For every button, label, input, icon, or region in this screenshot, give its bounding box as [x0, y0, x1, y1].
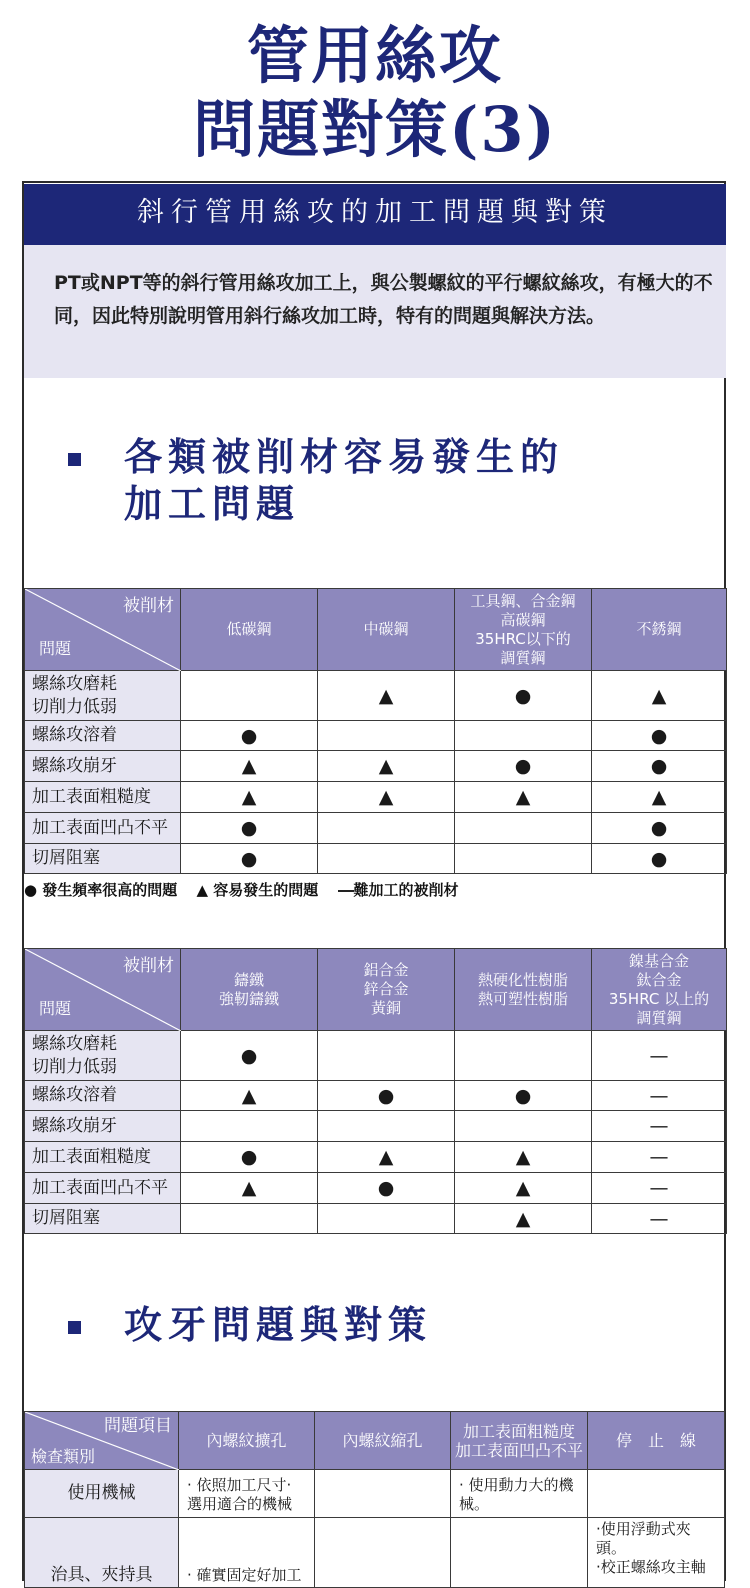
countermeasure-table	[24, 1411, 725, 1588]
dot-icon: ●	[592, 721, 727, 751]
dot-icon: ●	[455, 1081, 592, 1111]
dot-icon: ●	[455, 751, 592, 782]
text-line: 螺絲攻溶着	[32, 725, 117, 745]
triangle-icon: ▲	[318, 671, 455, 721]
table-cell	[179, 1470, 315, 1518]
problem-table-2	[24, 948, 727, 1234]
row-label	[25, 1111, 181, 1142]
text-line: 加工表面凹凸不平	[454, 1440, 583, 1460]
table-cell	[451, 1470, 588, 1518]
column-header	[592, 949, 727, 1031]
dot-icon: ●	[592, 813, 727, 844]
dash-icon: —	[592, 1173, 727, 1204]
row-label	[25, 1031, 181, 1081]
triangle-icon: ▲	[455, 1204, 592, 1234]
text-line: 螺絲攻崩牙	[32, 1115, 117, 1136]
table-cell	[318, 1031, 455, 1081]
dot-icon: ●	[455, 671, 592, 721]
text-line: 35HRC以下的	[475, 629, 571, 648]
row-label	[25, 844, 181, 874]
dash-icon: —	[592, 1031, 727, 1081]
legend-likely: ▲ 容易發生的問題	[196, 881, 319, 899]
table-row	[25, 1031, 727, 1081]
column-header	[451, 1412, 588, 1470]
text-line: 選用適合的機械	[187, 1495, 293, 1513]
table-row	[25, 1081, 727, 1111]
text-line: 強靭鑄鐵	[218, 989, 279, 1008]
table-cell	[455, 721, 592, 751]
table-cell	[588, 1470, 725, 1518]
table-cell	[179, 1518, 315, 1588]
column-header	[455, 949, 592, 1031]
text-line: 停 止 線	[615, 1431, 696, 1450]
dot-icon: ●	[181, 1031, 318, 1081]
intro-box	[24, 245, 726, 378]
triangle-icon: ▲	[181, 782, 318, 813]
table-cell	[455, 1111, 592, 1142]
row-label	[25, 782, 181, 813]
column-header	[181, 949, 318, 1031]
triangle-icon: ▲	[181, 1081, 318, 1111]
text-line: 切削力低弱	[32, 696, 117, 717]
table-row	[25, 671, 727, 721]
table-row	[25, 813, 727, 844]
text-line: · 確實固定好加工	[187, 1566, 302, 1584]
row-label	[25, 1204, 181, 1234]
table-cell	[455, 813, 592, 844]
text-line: 切削力低弱	[32, 1056, 117, 1077]
column-header	[315, 1412, 451, 1470]
dash-icon: —	[592, 1111, 727, 1142]
table-row	[25, 1142, 727, 1173]
dot-icon: ●	[181, 844, 318, 874]
dot-icon: ●	[318, 1081, 455, 1111]
text-line: 高碳鋼	[500, 610, 546, 629]
row-label: 治具、夾持具	[25, 1518, 179, 1588]
triangle-icon: ▲	[455, 1142, 592, 1173]
row-label	[25, 1173, 181, 1204]
triangle-icon: ▲	[592, 671, 727, 721]
text-line: 中碳鋼	[363, 620, 409, 638]
text-line: 鋁合金	[363, 961, 409, 979]
text-line: 35HRC 以上的	[608, 989, 710, 1008]
table-cell	[318, 1111, 455, 1142]
dash-icon	[338, 890, 354, 892]
text-line: 鋅合金	[363, 980, 409, 998]
table-cell	[588, 1518, 725, 1588]
text-line: ·校正螺絲攻主軸	[596, 1558, 706, 1576]
text-line: 加工表面粗糙度	[32, 786, 151, 807]
table-cell	[181, 1111, 318, 1142]
dot-icon: ●	[318, 1173, 455, 1204]
text-line: 內螺紋縮孔	[342, 1431, 423, 1450]
text-line: 工具鋼、合金鋼	[470, 591, 576, 610]
table-corner-header: 被削材 問題	[25, 949, 181, 1031]
text-line: 鎳基合金	[628, 951, 689, 970]
row-label	[25, 813, 181, 844]
text-line: 加工表面粗糙度	[32, 1146, 151, 1167]
table-cell	[181, 671, 318, 721]
text-line: 熱可塑性樹脂	[477, 989, 568, 1008]
table-cell	[318, 844, 455, 874]
triangle-icon: ▲	[318, 782, 455, 813]
table-row	[25, 844, 727, 874]
square-bullet-icon	[68, 1321, 81, 1334]
row-label	[25, 721, 181, 751]
dot-icon: ●	[592, 751, 727, 782]
text-line: 切屑阻塞	[32, 848, 100, 868]
legend-frequent: ● 發生頻率很高的問題	[24, 881, 178, 899]
dot-icon: ●	[181, 1142, 318, 1173]
text-line: 螺絲攻溶着	[32, 1085, 117, 1105]
page-title-line1: 管用絲攻	[246, 19, 503, 92]
legend-difficult: 難加工的被削材	[338, 881, 459, 899]
text-line: 切屑阻塞	[32, 1208, 100, 1228]
section-heading-text: 各類被削材容易發生的 加工問題	[124, 435, 565, 526]
square-bullet-icon	[68, 453, 81, 466]
column-header	[179, 1412, 315, 1470]
table-row	[25, 751, 727, 782]
triangle-icon: ▲	[318, 751, 455, 782]
column-header	[318, 589, 455, 671]
text-line: 熱硬化性樹脂	[477, 970, 568, 989]
table-cell	[451, 1518, 588, 1588]
row-label	[25, 671, 181, 721]
table-cell	[318, 1204, 455, 1234]
dot-icon: ●	[592, 844, 727, 874]
table-row	[25, 782, 727, 813]
text-line: 鑄鐵	[233, 970, 264, 989]
section-heading-text: 攻牙問題與對策	[124, 1303, 433, 1347]
text-line: 螺絲攻崩牙	[32, 755, 117, 776]
table-row	[25, 1204, 727, 1234]
text-line: 黃銅	[370, 999, 401, 1017]
page-title-line2: 問題對策(3)	[193, 93, 557, 166]
problem-table-1	[24, 588, 727, 874]
table-row	[25, 721, 727, 751]
text-line: 頭。	[596, 1539, 627, 1557]
column-header	[318, 949, 455, 1031]
column-header	[181, 589, 318, 671]
text-line: 不銹鋼	[636, 620, 682, 638]
table-cell	[181, 1204, 318, 1234]
intro-text: PT或NPT等的斜行管用絲攻加工上，與公製螺紋的平行螺紋絲攻，有極大的不同，因此特別說明管用斜行絲攻加工時，特有的問題與解決方法。	[54, 272, 713, 327]
table-cell	[455, 1031, 592, 1081]
section-banner: 斜行管用絲攻的加工問題與對策	[24, 184, 726, 245]
text-line: 內螺紋擴孔	[206, 1431, 287, 1450]
dot-icon: ●	[181, 721, 318, 751]
text-line: 加工表面凹凸不平	[32, 817, 168, 838]
table-cell	[318, 813, 455, 844]
text-line: · 使用動力大的機	[459, 1476, 574, 1494]
triangle-icon: ▲	[318, 1142, 455, 1173]
dash-icon: —	[592, 1081, 727, 1111]
table-cell	[315, 1518, 451, 1588]
table-row	[25, 1518, 725, 1588]
text-line: 調質鋼	[636, 1008, 682, 1027]
text-line: 鈦合金	[636, 970, 682, 989]
row-label	[25, 751, 181, 782]
text-line: · 依照加工尺寸·	[187, 1476, 292, 1494]
text-line: 械。	[459, 1495, 490, 1513]
text-line: 加工表面粗糙度	[462, 1421, 575, 1441]
dash-icon: —	[592, 1204, 727, 1234]
text-line: 加工表面凹凸不平	[32, 1177, 168, 1198]
table-cell	[315, 1470, 451, 1518]
text-line: 螺絲攻磨耗	[32, 673, 117, 694]
text-line: ·使用浮動式夾	[596, 1520, 691, 1538]
table-cell	[455, 844, 592, 874]
column-header	[592, 589, 727, 671]
row-label	[25, 1081, 181, 1111]
text-line: 螺絲攻磨耗	[32, 1033, 117, 1054]
table-cell	[318, 721, 455, 751]
triangle-icon: ▲	[592, 782, 727, 813]
triangle-icon: ▲	[455, 1173, 592, 1204]
table-corner-header: 問題項目 檢查類別	[25, 1412, 179, 1470]
table-corner-header: 被削材 問題	[25, 589, 181, 671]
text-line: 調質鋼	[500, 648, 546, 667]
column-header	[588, 1412, 725, 1470]
text-line: 低碳鋼	[226, 620, 272, 638]
dash-icon: —	[592, 1142, 727, 1173]
legend	[24, 879, 473, 900]
table-row	[25, 1470, 725, 1518]
column-header	[455, 589, 592, 671]
dot-icon: ●	[181, 813, 318, 844]
table-row	[25, 1111, 727, 1142]
triangle-icon: ▲	[455, 782, 592, 813]
table-row	[25, 1173, 727, 1204]
triangle-icon: ▲	[181, 1173, 318, 1204]
triangle-icon: ▲	[181, 751, 318, 782]
row-label	[25, 1142, 181, 1173]
row-label: 使用機械	[25, 1470, 179, 1518]
